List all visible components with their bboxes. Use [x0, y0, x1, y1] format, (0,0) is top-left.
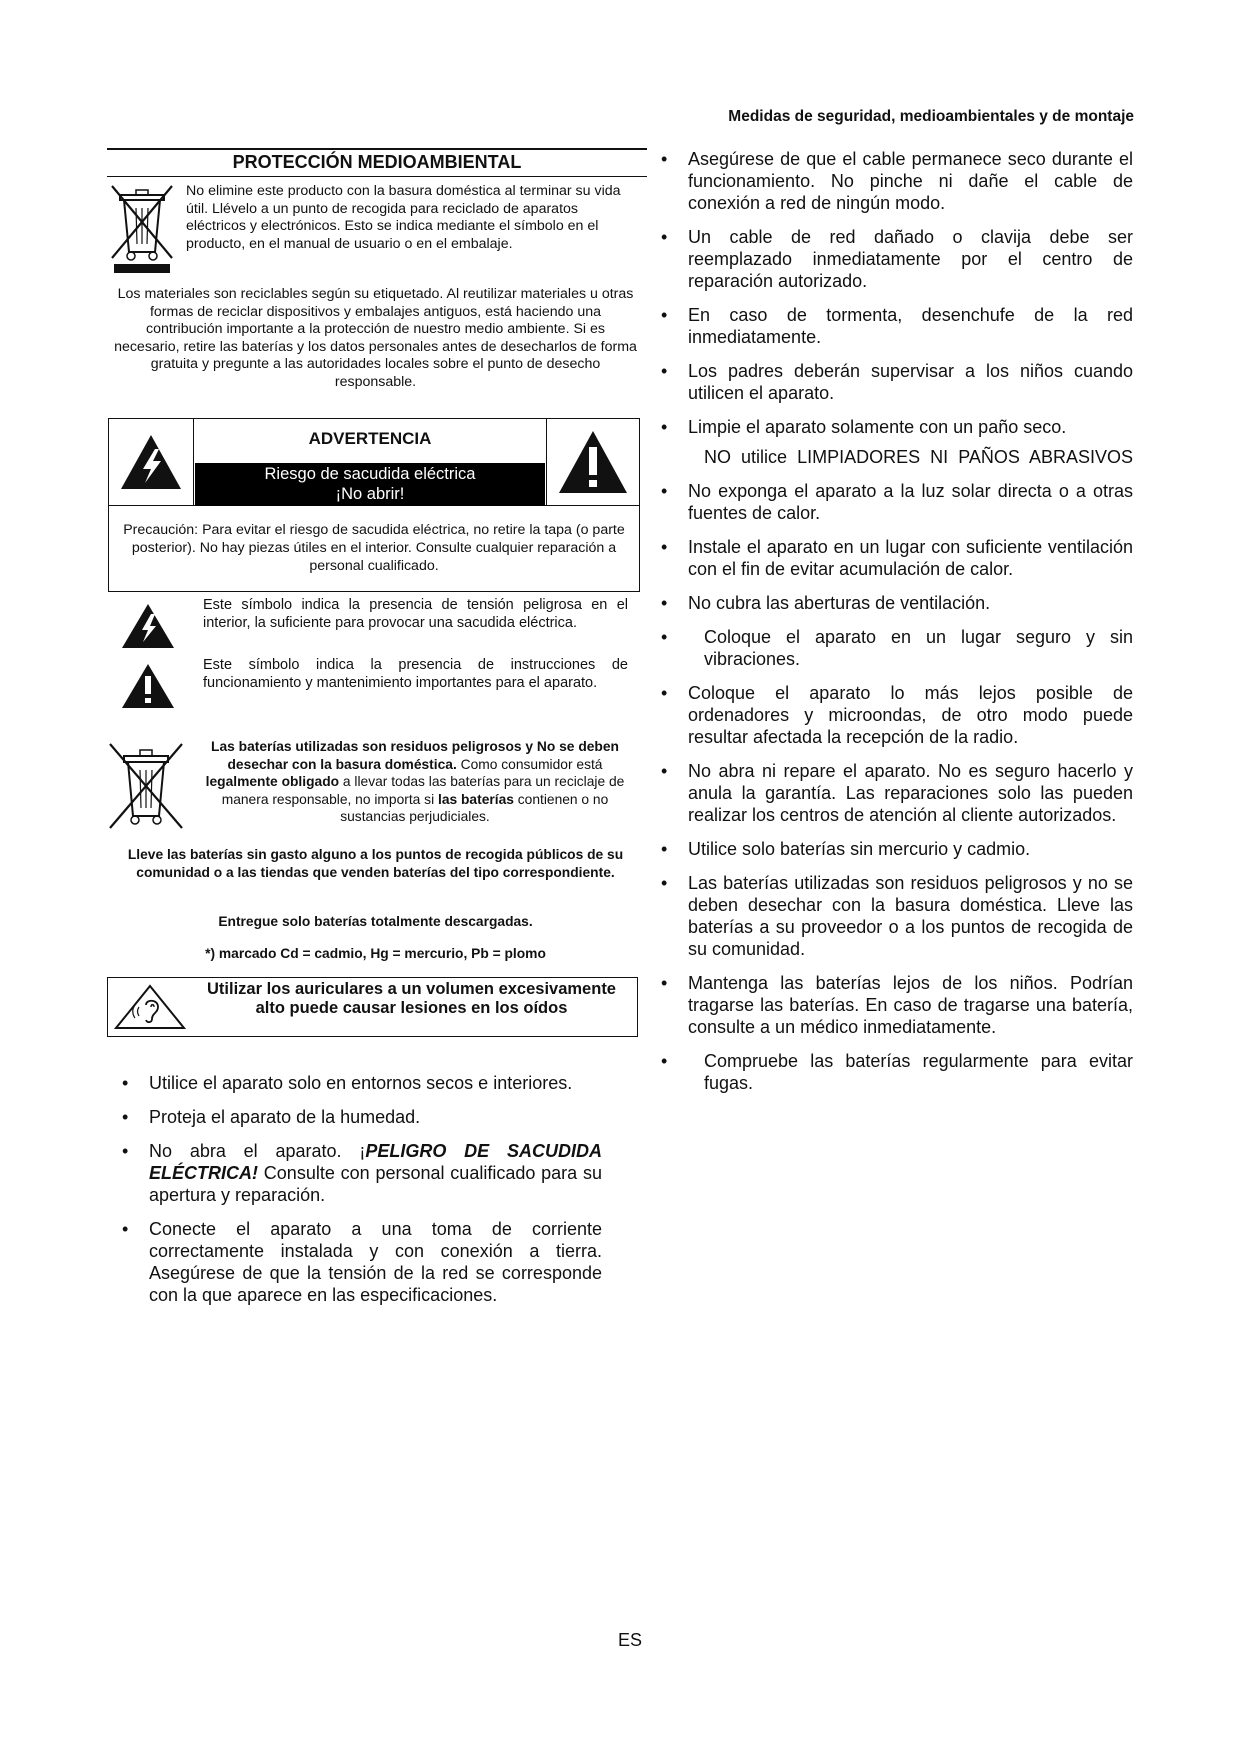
env-paragraph-1: No elimine este producto con la basura doméstica al terminar su vida útil. Llévelo a un punto de recogida para reciclado de aparatos eléctricos y electrónicos. Esto se indica mediante el símbolo en el producto, en el manual de usuario o en el embalaje. [186, 183, 621, 252]
list-item: • Mantenga las baterías lejos de los niños. Podrían tragarse las baterías. En caso de tragarse una batería, consulte a un médico inmediatamente. [661, 973, 1133, 1037]
list-item: • No exponga el aparato a la luz solar directa o a otras fuentes de calor. [661, 481, 1133, 523]
bullet: • [661, 149, 668, 169]
crossed-bin-icon [108, 178, 176, 278]
instructions-symbol-row [108, 656, 640, 716]
page-language-code: ES [617, 1630, 642, 1650]
list-item: • No abra ni repare el aparato. No es seguro hacerlo y anula la garantía. Las reparaciones solo las pueden realizar los centros de atención al cliente autorizados. [661, 761, 1133, 825]
batteries-paragraph-2: Lleve las baterías sin gasto alguno a los puntos de recogida públicos de su comunidad o a las tiendas que venden baterías del tipo correspondiente. [127, 847, 624, 880]
exclamation-warning-icon [120, 662, 176, 715]
bullet: • [661, 761, 668, 781]
bullet: • [661, 305, 668, 325]
bullet: • [661, 839, 668, 859]
bullet: • [661, 227, 668, 247]
bullet: • [122, 1141, 129, 1161]
list-item: • Las baterías utilizadas son residuos peligrosos y no se deben desechar con la basura doméstica. Lleve las baterías a su proveedor o a los puntos de recogida de su comunidad. [661, 873, 1133, 959]
bullet: • [661, 973, 668, 993]
batteries-bold-2: legalmente obligado [205, 774, 340, 789]
hearing-warning-box [107, 977, 638, 1037]
bullet: • [661, 417, 668, 437]
lightning-warning-icon [120, 602, 176, 655]
list-item: • Instale el aparato en un lugar con suficiente ventilación con el fin de evitar acumulación de calor. [661, 537, 1133, 579]
bullet: • [661, 481, 668, 501]
warning-title: ADVERTENCIA [308, 429, 432, 448]
voltage-symbol-text: Este símbolo indica la presencia de tensión peligrosa en el interior, la suficiente para provocar una sacudida eléctrica. [203, 597, 628, 631]
bullet: • [661, 593, 668, 613]
list-item: • No abra el aparato. ¡PELIGRO DE SACUDIDA ELÉCTRICA! Consulte con personal cualificado para su apertura y reparación. [122, 1141, 602, 1205]
env-paragraph-2: Los materiales son reciclables según su etiquetado. Al reutilizar materiales u otras formas de reciclar dispositivos y embalajes antiguos, está haciendo una contribución importante a la protección de nuestro medio ambiente. Si es necesario, retire las baterías y los datos personales antes de desecharlos de forma gratuita y pregunte a las autoridades locales sobre el punto de desecho responsable. [114, 286, 637, 390]
list-item: • Utilice solo baterías sin mercurio y cadmio. [661, 839, 1031, 859]
list-item: • Conecte el aparato a una toma de corriente correctamente instalada y con conexión a tierra. Asegúrese de que la tensión de la red se corresponde con la que aparece en las especificaciones. [122, 1219, 602, 1305]
batteries-bold-1: Las baterías utilizadas son residuos peligrosos y No se deben desechar con la basura doméstica. [211, 739, 619, 772]
bullet: • [122, 1219, 129, 1239]
instructions-symbol-text: Este símbolo indica la presencia de instrucciones de funcionamiento y mantenimiento importantes para el aparato. [203, 657, 628, 691]
env-section-title: PROTECCIÓN MEDIOAMBIENTAL [107, 148, 647, 177]
warning-banner-line2: ¡No abrir! [335, 485, 405, 503]
list-item: • Un cable de red dañado o clavija debe ser reemplazado inmediatamente por el centro de reparación autorizado. [661, 227, 1133, 291]
batteries-paragraph-4: *) marcado Cd = cadmio, Hg = mercurio, Pb = plomo [205, 946, 546, 961]
list-item: • Utilice el aparato solo en entornos secos e interiores. [122, 1073, 573, 1093]
warning-banner [195, 463, 545, 506]
list-item: • No cubra las aberturas de ventilación. [661, 593, 991, 613]
bullet: • [122, 1073, 129, 1093]
list-item: • Coloque el aparato lo más lejos posible de ordenadores y microondas, de otro modo puede resultar afectada la recepción de la radio. [661, 683, 1133, 747]
bullet: • [122, 1107, 129, 1127]
batteries-text-1: Como consumidor está [456, 756, 603, 772]
bullet: • [661, 361, 668, 381]
bullet: • [661, 1051, 668, 1071]
list-item: • Limpie el aparato solamente con un paño seco. [661, 417, 1067, 437]
batteries-bold-3: las baterías [437, 791, 514, 807]
list-item: • Coloque el aparato en un lugar seguro y sin vibraciones. [661, 627, 1133, 669]
page-header: Medidas de seguridad, medioambientales y de montaje [728, 108, 1134, 125]
batteries-text-2: a llevar todas las baterías para un reciclaje de manera responsable, no importa si [221, 774, 625, 807]
batteries-paragraph-1 [200, 738, 630, 826]
bullet: • [661, 683, 668, 703]
list-item: • En caso de tormenta, desenchufe de la red inmediatamente. [661, 305, 1133, 347]
voltage-symbol-row [108, 596, 640, 656]
list-item: • Asegúrese de que el cable permanece seco durante el funcionamiento. No pinche ni dañe el cable de conexión a red de ningún modo. [661, 149, 1133, 213]
batteries-text-3: contienen o no sustancias perjudiciales. [340, 791, 609, 824]
crossed-bin-icon [106, 738, 186, 833]
warning-banner-line1: Riesgo de sacudida eléctrica [264, 465, 476, 483]
list-item: • Proteja el aparato de la humedad. [122, 1107, 421, 1127]
list-item: • Los padres deberán supervisar a los niños cuando utilicen el aparato. [661, 361, 1133, 403]
batteries-paragraph-3: Entregue solo baterías totalmente descargadas. [218, 914, 533, 929]
list-item-continuation: NO utilice LIMPIADORES NI PAÑOS ABRASIVOS [704, 447, 1133, 467]
list-item: • Compruebe las baterías regularmente para evitar fugas. [661, 1051, 1133, 1093]
left-safety-list [122, 1072, 602, 1318]
lightning-warning-icon [109, 419, 194, 505]
shock-danger-emphasis: PELIGRO DE SACUDIDA ELÉCTRICA! [149, 1141, 602, 1183]
exclamation-warning-icon [546, 419, 639, 505]
hearing-warning-icon [112, 983, 188, 1031]
right-safety-list [661, 148, 1133, 1106]
bullet: • [661, 627, 668, 647]
bullet: • [661, 873, 668, 893]
hearing-warning-text: Utilizar los auriculares a un volumen excesivamente alto puede causar lesiones en los oídos [206, 980, 616, 1017]
warning-box [108, 418, 640, 592]
warning-caution-text: Precaución: Para evitar el riesgo de sacudida eléctrica, no retire la tapa (o parte posterior). No hay piezas útiles en el interior. Consulte cualquier reparación a personal cualificado. [123, 522, 625, 574]
bullet: • [661, 537, 668, 557]
